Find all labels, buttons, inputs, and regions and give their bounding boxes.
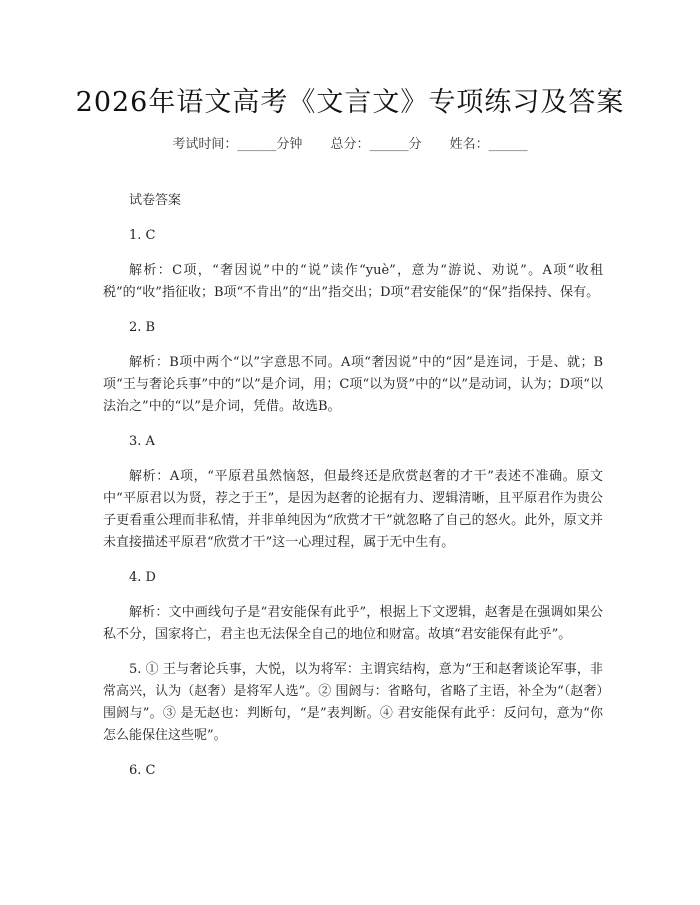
- answer-number: 1. C: [129, 228, 156, 243]
- answer-explanation: 解析：B项中两个“以”字意思不同。A项“奢因说”中的“因”是连词，于是、就；B项“王与奢论兵事”中的“以”是介词，用；C项“以为贤”中的“以”是动词，认为；D项“以法治之”中的“以”是介词，凭借。故选B。: [103, 355, 603, 414]
- total-score-field: 总分：______分: [330, 137, 422, 152]
- answer-number: 6. C: [129, 763, 156, 778]
- document-title: 2026年语文高考《文言文》专项练习及答案: [75, 87, 625, 118]
- answer-section: [103, 190, 603, 795]
- answer-explanation: 解析：文中画线句子是“君安能保有此乎”，根据上下文逻辑，赵奢是在强调如果公私不分，国家将亡，君主也无法保全自己的地位和财富。故填“君安能保有此乎”。: [103, 605, 603, 642]
- section-heading: 试卷答案: [129, 193, 182, 208]
- answer-explanation: 5. ① 王与奢论兵事，大悦，以为将军：主谓宾结构，意为“王和赵奢谈论军事，非常高兴，认为（赵奢）是将军人选”。② 围阏与：省略句，省略了主语，补全为“（赵奢）围阏与”。③ 是无赵也：判断句，“是”表判断。④ 君安能保有此乎：反问句，意为“你怎么能保住这些呢”。: [103, 662, 603, 743]
- student-name-field: 姓名：______: [449, 137, 528, 152]
- answer-number: 3. A: [129, 434, 155, 449]
- answer-explanation: 解析：C项，“奢因说”中的“说”读作“yuè”，意为“游说、劝说”。A项“收租税”的“收”指征收；B项“不肯出”的“出”指交出；D项“君安能保”的“保”指保持、保有。: [103, 263, 603, 300]
- answer-number: 2. B: [129, 320, 156, 335]
- exam-time-field: 考试时间：______分钟: [172, 137, 303, 152]
- exam-meta-line: [0, 133, 700, 152]
- answer-number: 4. D: [129, 570, 156, 585]
- answer-explanation: 解析：A项，“平原君虽然恼怒，但最终还是欣赏赵奢的才干”表述不准确。原文中“平原君以为贤，荐之于王”，是因为赵奢的论据有力、逻辑清晰，且平原君作为贵公子更看重公理而非私情，并非单纯因为“欣赏才干”就忽略了自己的怒火。此外，原文并未直接描述平原君“欣赏才干”这一心理过程，属于无中生有。: [103, 469, 603, 550]
